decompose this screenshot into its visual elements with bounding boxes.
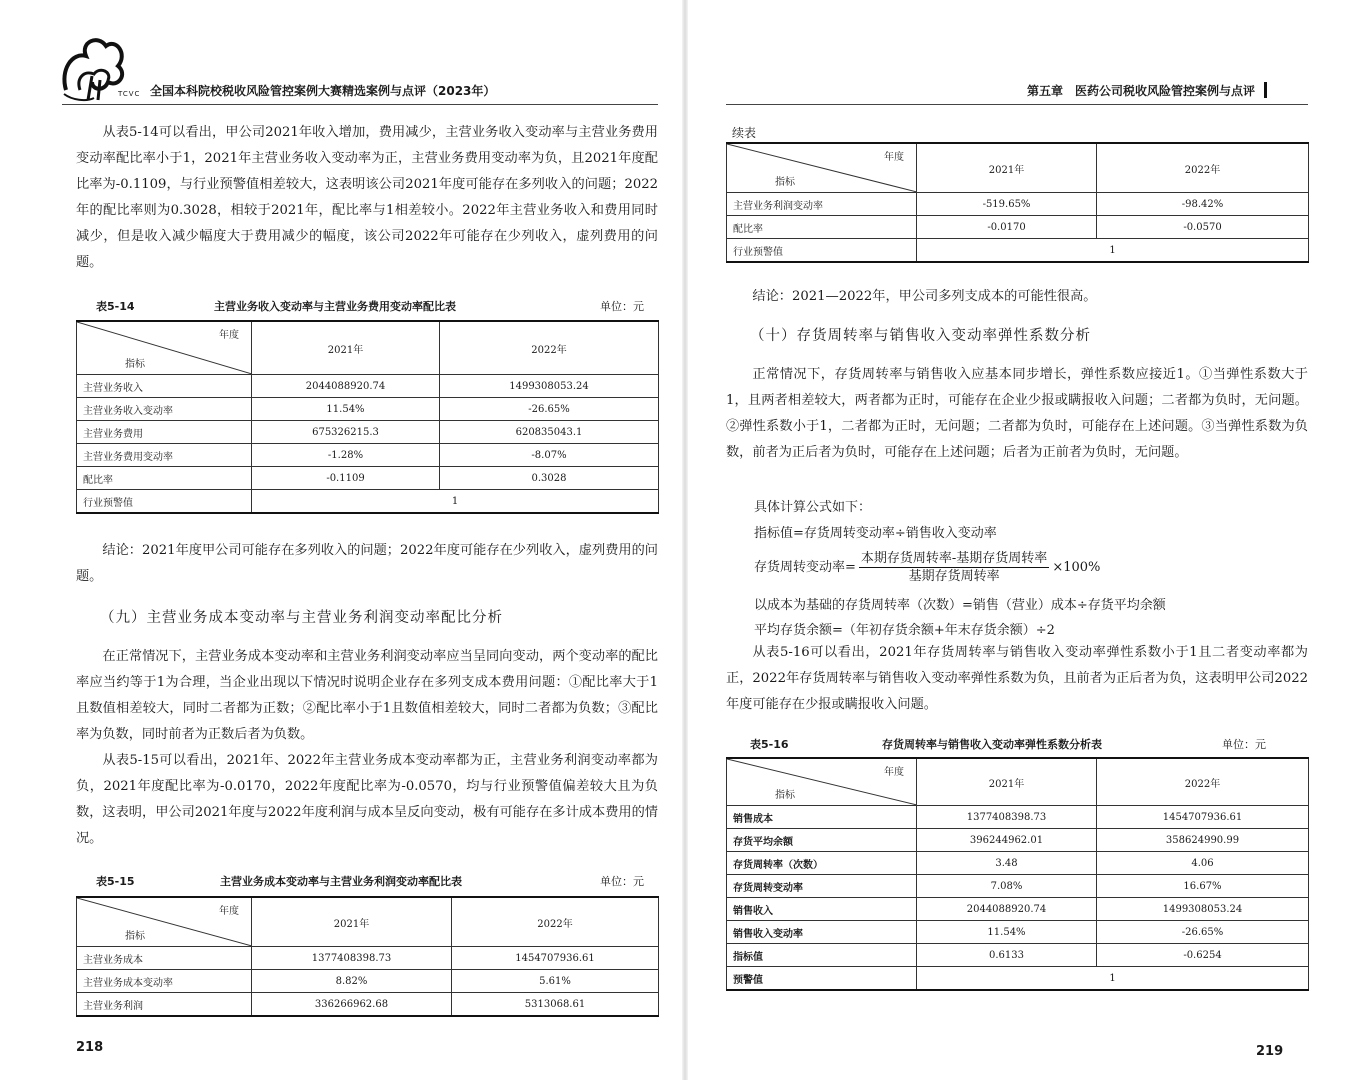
table-row [77,947,659,970]
table-row [77,421,659,444]
table-title: 存货周转率与销售收入变动率弹性系数分析表 [882,738,1102,751]
table-5-14 [76,320,659,514]
row-label: 主营业务收入变动率 [77,398,252,421]
conclusion: 结论：2021—2022年，甲公司多列支成本的可能性很高。 [752,289,1097,304]
right-page [690,0,1364,1080]
table-row [727,829,1309,852]
column-header: 2022年 [440,321,659,375]
header-rule [62,104,658,105]
table-cell: 16.67% [1097,875,1309,898]
table-5-15 [76,896,659,1017]
row-label: 行业预警值 [727,239,917,263]
table-cell: 1 [917,967,1309,991]
table-unit: 单位：元 [1222,738,1266,751]
header-index-label: 指标 [125,931,145,942]
fraction-denominator: 基期存货周转率 [908,569,1000,584]
page-number: 219 [1256,1044,1284,1059]
header-year-label: 年度 [219,906,239,917]
table-number: 表5-16 [750,738,789,751]
table-row [77,993,659,1017]
column-header: 2022年 [1097,143,1309,193]
column-header: 2021年 [252,897,452,947]
table-row [727,239,1309,263]
paragraph: 从表5-16可以看出，2021年存货周转率与销售收入变动率弹性系数小于1且二者变动率都为正，2022年存货周转率与销售收入变动率弹性系数为负，且前者为正后者为负，这表明甲公司2022年度可能存在少报或瞒报收入问题。 [726,645,1308,712]
formula-rhs: ×100% [1052,560,1101,575]
table-row [727,806,1309,829]
diagonal-header-cell [77,321,252,375]
header-bar [1264,82,1267,98]
header-year-label: 年度 [884,767,904,778]
logo-text: TCVC [118,90,141,98]
table-row [77,467,659,490]
conclusion: 结论：2021年度甲公司可能存在多列收入的问题；2022年度可能存在少列收入，虚列费用的问题。 [76,543,658,584]
formula-lhs: 存货周转变动率= [754,560,856,575]
page-number: 218 [76,1040,104,1055]
table-title: 主营业务成本变动率与主营业务利润变动率配比表 [220,875,462,888]
formula-line: 平均存货余额=（年初存货余额+年末存货余额）÷2 [754,623,1055,638]
table-cell: 7.08% [917,875,1097,898]
table-row [77,970,659,993]
page-gutter [682,0,688,1080]
diagonal-header-cell [77,897,252,947]
row-label: 主营业务成本 [77,947,252,970]
row-label: 主营业务利润变动率 [727,193,917,216]
column-header: 2022年 [1097,758,1309,806]
header-rule [726,104,1308,105]
row-label: 指标值 [727,944,917,967]
running-header: 全国本科院校税收风险管控案例大赛精选案例与点评（2023年） [150,84,496,98]
header-index-label: 指标 [775,790,795,801]
table-row [727,967,1309,991]
table-cell: 675326215.3 [252,421,440,444]
column-header: 2021年 [917,758,1097,806]
table-cell: 2044088920.74 [917,898,1097,921]
table-cell: -0.0570 [1097,216,1309,239]
row-label: 存货平均余额 [727,829,917,852]
diagonal-header-cell [727,143,917,193]
formula-line: 指标值=存货周转变动率÷销售收入变动率 [754,526,997,541]
running-header: 第五章 医药公司税收风险管控案例与点评 [1027,84,1256,98]
paragraph: 在正常情况下，主营业务成本变动率和主营业务利润变动率应当呈同向变动，两个变动率的配比率应当约等于1为合理，当企业出现以下情况时说明企业存在多列支成本费用问题：①配比率大于1且数值相差较大，同时二者都为正数；②配比率小于1且数值相差较大，同时二者都为负数；③配比率为负数，同时前者为正数后者为负数。 [76,649,658,742]
table-cell: 0.6133 [917,944,1097,967]
table-unit: 单位：元 [600,875,644,888]
table-cell: -0.0170 [917,216,1097,239]
row-label: 配比率 [727,216,917,239]
row-label: 主营业务成本变动率 [77,970,252,993]
table-row [727,921,1309,944]
table-row [727,216,1309,239]
row-label: 主营业务收入 [77,375,252,398]
section-heading: （九）主营业务成本变动率与主营业务利润变动率配比分析 [100,610,503,626]
diagonal-header-cell [727,758,917,806]
row-label: 预警值 [727,967,917,991]
header-index-label: 指标 [775,177,795,188]
table-cell: 3.48 [917,852,1097,875]
table-cell: 620835043.1 [440,421,659,444]
continued-label: 续表 [732,126,757,140]
column-header: 2021年 [252,321,440,375]
table-cell: 5.61% [452,970,659,993]
table-cell: 11.54% [252,398,440,421]
paragraph: 从表5-14可以看出，甲公司2021年收入增加，费用减少，主营业务收入变动率与主营业务费用变动率配比率小于1，2021年主营业务收入变动率为正，主营业务费用变动率为负，且2021年度配比率为-0.1109，与行业预警值相差较大，这表明该公司2021年度可能存在多列收入的问题；2022年的配比率则为0.3028，相较于2021年，配比率与1相差较小。2022年主营业务收入和费用同时减少，但是收入减少幅度大于费用减少的幅度，该公司2022年可能存在少列收入，虚列费用的问题。 [76,125,658,270]
table-5-16 [726,757,1309,991]
table-row [77,398,659,421]
table-cell: 358624990.99 [1097,829,1309,852]
table-cell: 11.54% [917,921,1097,944]
formula-fraction [754,550,1100,585]
table-cell: 8.82% [252,970,452,993]
fraction-numerator: 本期存货周转率-基期存货周转率 [860,551,1048,566]
formula-intro: 具体计算公式如下： [754,500,872,515]
table-cell: -26.65% [1097,921,1309,944]
table-cell: -26.65% [440,398,659,421]
table-cell: 1 [917,239,1309,263]
table-cell: 4.06 [1097,852,1309,875]
row-label: 行业预警值 [77,490,252,514]
table-unit: 单位：元 [600,300,644,313]
table-cell: 1377408398.73 [252,947,452,970]
table-cell: 5313068.61 [452,993,659,1017]
table-cell: -8.07% [440,444,659,467]
table-cell: 2044088920.74 [252,375,440,398]
table-cell: 396244962.01 [917,829,1097,852]
table-cell: 1499308053.24 [440,375,659,398]
row-label: 存货周转率（次数） [727,852,917,875]
header-year-label: 年度 [884,152,904,163]
table-cell: 336266962.68 [252,993,452,1017]
table-cell: 1377408398.73 [917,806,1097,829]
row-label: 配比率 [77,467,252,490]
table-row [77,375,659,398]
row-label: 销售收入 [727,898,917,921]
table-number: 表5-14 [96,300,135,313]
row-label: 主营业务利润 [77,993,252,1017]
table-title: 主营业务收入变动率与主营业务费用变动率配比表 [214,300,456,313]
formula-line: 以成本为基础的存货周转率（次数）=销售（营业）成本÷存货平均余额 [754,598,1166,613]
table-number: 表5-15 [96,875,135,888]
table-cell: -98.42% [1097,193,1309,216]
table-cell: 0.3028 [440,467,659,490]
row-label: 主营业务费用 [77,421,252,444]
paragraph: 从表5-15可以看出，2021年、2022年主营业务成本变动率都为正，主营业务利润变动率都为负，2021年度配比率为-0.0170，2022年度配比率为-0.0570，均与行业预警值偏差较大且为负数，这表明，甲公司2021年度与2022年度利润与成本呈反向变动，极有可能存在多计成本费用的情况。 [76,753,658,846]
row-label: 存货周转变动率 [727,875,917,898]
table-cell: -519.65% [917,193,1097,216]
section-heading: （十）存货周转率与销售收入变动率弹性系数分析 [750,328,1091,344]
column-header: 2022年 [452,897,659,947]
table-row [727,852,1309,875]
row-label: 销售收入变动率 [727,921,917,944]
header-index-label: 指标 [125,359,145,370]
row-label: 主营业务费用变动率 [77,444,252,467]
row-label: 销售成本 [727,806,917,829]
column-header: 2021年 [917,143,1097,193]
table-cell: 1454707936.61 [1097,806,1309,829]
table-cell: 1454707936.61 [452,947,659,970]
table-cell: -0.6254 [1097,944,1309,967]
fraction [859,550,1049,585]
table-row [727,898,1309,921]
table-row [77,490,659,514]
header-year-label: 年度 [219,330,239,341]
table-cell: -0.1109 [252,467,440,490]
table-row [727,193,1309,216]
table-row [727,944,1309,967]
table-cell: 1499308053.24 [1097,898,1309,921]
table-cell: -1.28% [252,444,440,467]
table-5-15-continued [726,142,1309,263]
table-cell: 1 [252,490,659,514]
table-row [727,875,1309,898]
table-row [77,444,659,467]
paragraph: 正常情况下，存货周转率与销售收入应基本同步增长，弹性系数应接近1。①当弹性系数大于1，且两者相差较大，两者都为正时，可能存在企业少报或瞒报收入问题；二者都为负时，无问题。②弹性系数小于1，二者都为正时，无问题；二者都为负时，可能存在上述问题。③当弹性系数为负数，前者为正后者为负时，可能存在上述问题；后者为正前者为负时，无问题。 [726,367,1308,460]
